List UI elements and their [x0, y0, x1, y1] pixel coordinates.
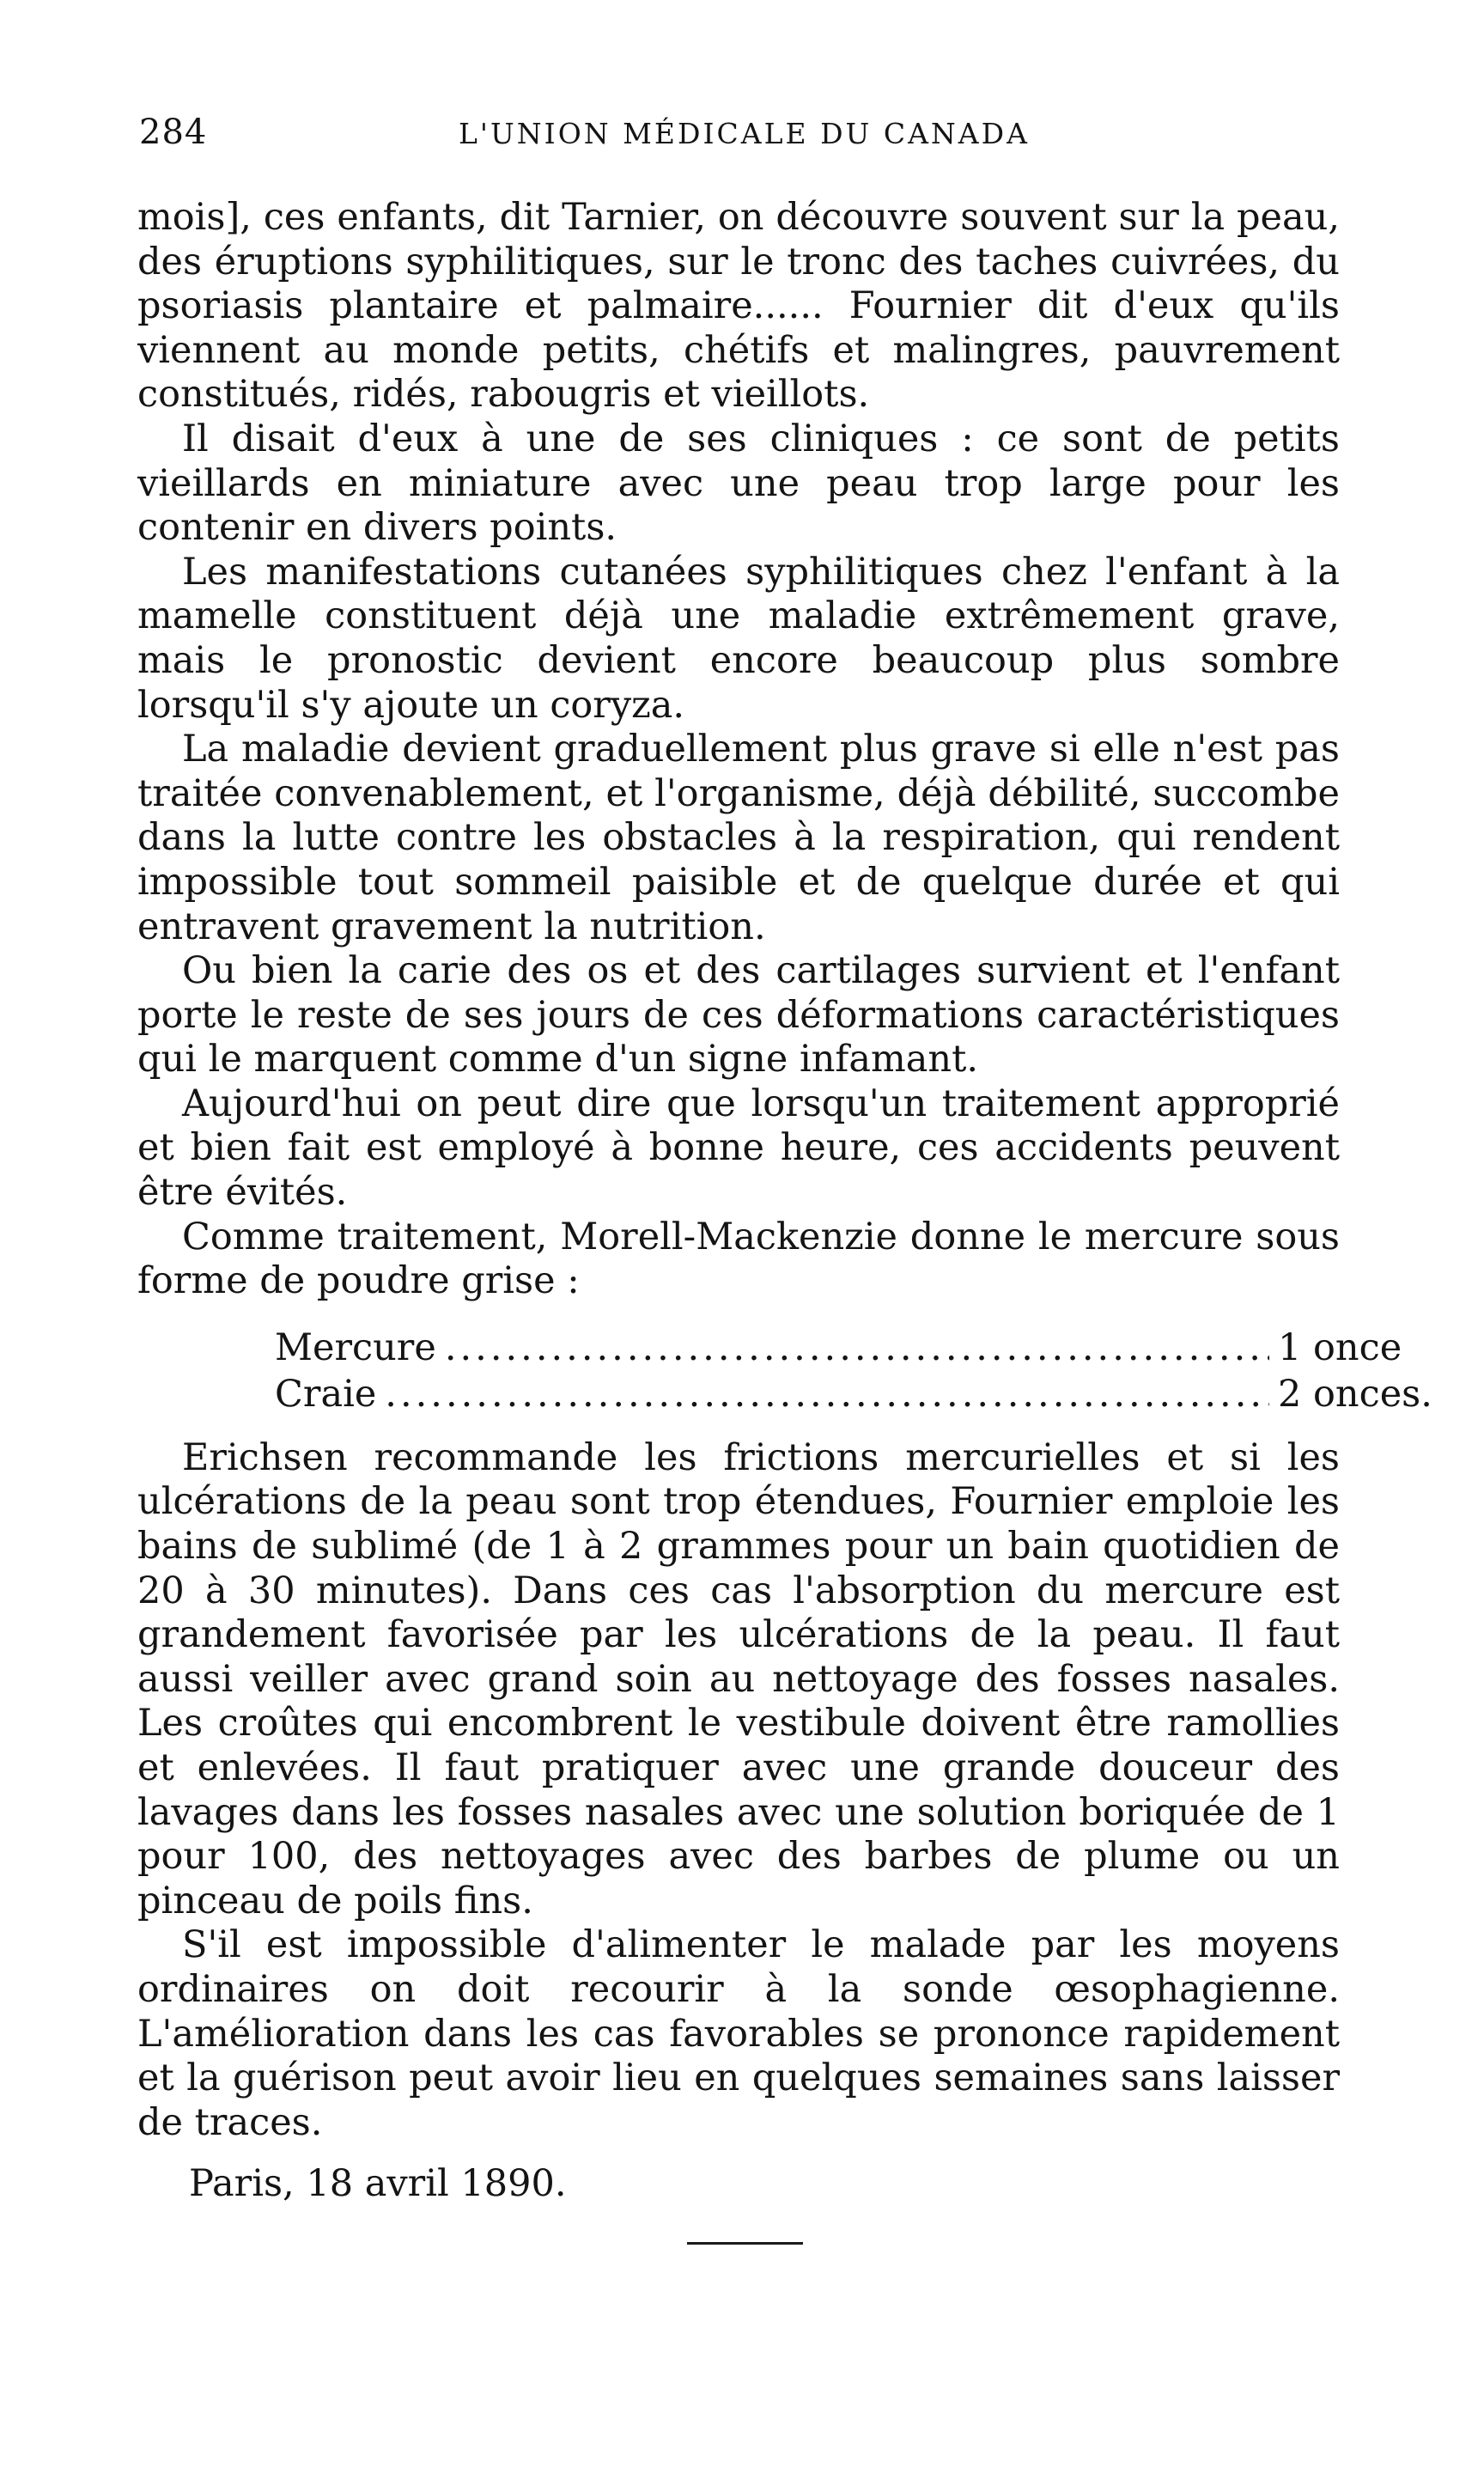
paragraph: mois], ces enfants, dit Tarnier, on découvre souvent sur la peau, des éruptions syphilitiques, sur le tronc des taches cuivrées, du psoriasis plantaire et palmaire...... Fournier dit d'eux qu'ils viennent au monde petits, chétifs et malingres, pauvrement constitués, ridés, rabougris et vieillots. [137, 196, 1340, 417]
paragraph: Les manifestations cutanées syphilitiques chez l'enfant à la mamelle constituent déjà une maladie extrêmement grave, mais le pronostic devient encore beaucoup plus sombre lorsqu'il s'y ajoute un coryza. [137, 550, 1340, 727]
paragraph: Il disait d'eux à une de ses cliniques : ce sont de petits vieillards en miniature avec une peau trop large pour les contenir en divers points. [137, 417, 1340, 550]
end-rule [687, 2242, 803, 2245]
dot-leader [445, 1325, 1269, 1371]
page-number: 284 [139, 113, 208, 152]
running-head [139, 110, 1338, 161]
article-body [137, 196, 1432, 2207]
formula-ingredient: Craie [275, 1372, 377, 1416]
journal-title: L'UNION MÉDICALE DU CANADA [459, 117, 1030, 150]
paragraph: Ou bien la carie des os et des cartilages survient et l'enfant porte le reste de ses jours de ces déformations caractéristiques qui le marquent comme d'un signe infamant. [137, 949, 1340, 1082]
formula-quantity: 2 onces. [1278, 1372, 1432, 1416]
paragraph: Erichsen recommande les frictions mercurielles et si les ulcérations de la peau sont trop étendues, Fournier emploie les bains de sublimé (de 1 à 2 grammes pour un bain quotidien de 20 à 30 minutes). Dans ces cas l'absorption du mercure est grandement favorisée par les ulcérations de la peau. Il faut aussi veiller avec grand soin au nettoyage des fosses nasales. Les croûtes qui encombrent le vestibule doivent être ramollies et enlevées. Il faut pratiquer avec une grande douceur des lavages dans les fosses nasales avec une solution boriquée de 1 pour 100, des nettoyages avec des barbes de plume ou un pinceau de poils fins. [137, 1435, 1340, 1922]
prescription-formula [137, 1325, 1450, 1417]
paragraph: Comme traitement, Morell-Mackenzie donne le mercure sous forme de poudre grise : [137, 1215, 1340, 1303]
formula-quantity: 1 once [1278, 1325, 1402, 1369]
formula-ingredient: Mercure [275, 1325, 436, 1369]
paragraph: S'il est impossible d'alimenter le malade par les moyens ordinaires on doit recourir à la sonde œsophagienne. L'amélioration dans les cas favorables se prononce rapidement et la guérison peut avoir lieu en quelques semaines sans laisser de traces. [137, 1923, 1340, 2144]
signoff-date: Paris, 18 avril 1890. [189, 2162, 567, 2206]
dot-leader [385, 1371, 1269, 1417]
paragraph: La maladie devient graduellement plus grave si elle n'est pas traitée convenablement, et l'organisme, déjà débilité, succombe dans la lutte contre les obstacles à la respiration, qui rendent impossible tout sommeil paisible et de quelque durée et qui entravent gravement la nutrition. [137, 728, 1340, 948]
paragraph: Aujourd'hui on peut dire que lorsqu'un traitement approprié et bien fait est employé à bonne heure, ces accidents peuvent être évités. [137, 1082, 1340, 1215]
formula-row [275, 1325, 1450, 1371]
formula-row [275, 1371, 1450, 1417]
